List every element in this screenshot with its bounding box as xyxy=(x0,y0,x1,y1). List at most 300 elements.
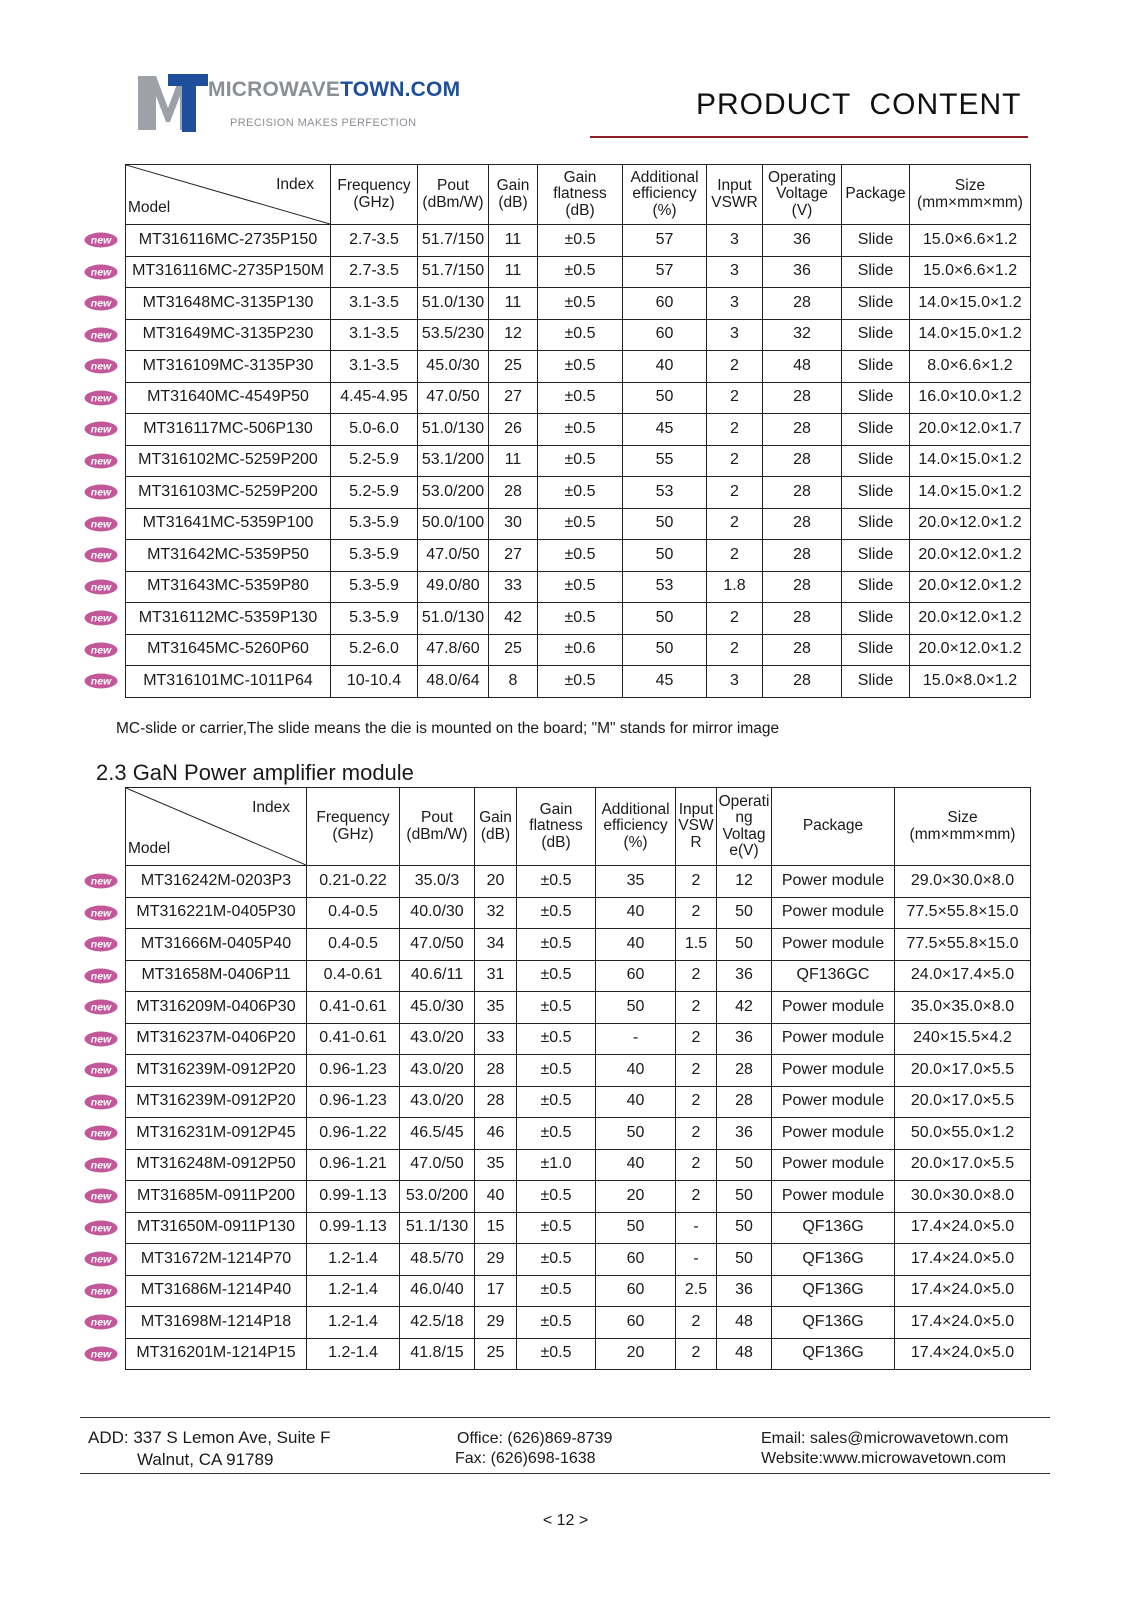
value-cell: 53.0/200 xyxy=(400,1181,475,1213)
model-cell: MT316101MC-1011P64 xyxy=(126,666,331,698)
logo-wordmark xyxy=(208,78,460,102)
value-cell: 15 xyxy=(475,1212,517,1244)
value-cell: 57 xyxy=(623,256,707,288)
value-cell: 50 xyxy=(623,603,707,635)
value-cell: 2 xyxy=(676,960,717,992)
value-cell: 14.0×15.0×1.2 xyxy=(910,445,1031,477)
value-cell: 48 xyxy=(717,1338,772,1370)
value-cell: 20 xyxy=(596,1181,676,1213)
new-badge-icon xyxy=(84,1283,118,1299)
table-row xyxy=(126,445,1031,477)
table-row xyxy=(126,225,1031,257)
value-cell: 17.4×24.0×5.0 xyxy=(895,1244,1031,1276)
value-cell: 40 xyxy=(596,1086,676,1118)
new-badge-icon xyxy=(84,968,118,984)
section-heading: 2.3 GaN Power amplifier module xyxy=(96,760,414,785)
value-cell: 5.2-5.9 xyxy=(331,445,418,477)
new-badge-icon xyxy=(84,453,118,469)
svg-text:new: new xyxy=(90,1190,112,1203)
value-cell: ±0.5 xyxy=(517,960,596,992)
value-cell: 28 xyxy=(763,571,842,603)
value-cell: 50 xyxy=(623,540,707,572)
value-cell: 2 xyxy=(676,1055,717,1087)
value-cell: Power module xyxy=(772,1118,895,1150)
model-cell: MT316231M-0912P45 xyxy=(126,1118,307,1150)
value-cell: 3 xyxy=(707,288,763,320)
value-cell: 20.0×12.0×1.7 xyxy=(910,414,1031,446)
value-cell: 45 xyxy=(623,414,707,446)
value-cell: 2 xyxy=(707,477,763,509)
value-cell: 3 xyxy=(707,319,763,351)
footer-fax: Fax: (626)698-1638 xyxy=(455,1450,596,1467)
value-cell: 2 xyxy=(676,1307,717,1339)
model-cell: MT31648MC-3135P130 xyxy=(126,288,331,320)
value-cell: 35 xyxy=(475,992,517,1024)
value-cell: 31 xyxy=(475,960,517,992)
value-cell: 41.8/15 xyxy=(400,1338,475,1370)
value-cell: 2 xyxy=(676,1181,717,1213)
value-cell: 50.0/100 xyxy=(418,508,489,540)
table2-header-row xyxy=(126,788,1031,866)
value-cell: 47.0/50 xyxy=(418,540,489,572)
value-cell: ±0.5 xyxy=(538,477,623,509)
value-cell: ±0.5 xyxy=(517,929,596,961)
table1-corner-header xyxy=(126,165,331,225)
value-cell: 50 xyxy=(623,508,707,540)
value-cell: 40 xyxy=(596,929,676,961)
new-badge-icon xyxy=(84,547,118,563)
value-cell: 11 xyxy=(489,445,538,477)
value-cell: 4.45-4.95 xyxy=(331,382,418,414)
value-cell: 53.1/200 xyxy=(418,445,489,477)
value-cell: 1.2-1.4 xyxy=(307,1307,400,1339)
value-cell: 28 xyxy=(717,1055,772,1087)
gan-die-spec-table xyxy=(125,164,1031,698)
value-cell: 40 xyxy=(623,351,707,383)
value-cell: 45 xyxy=(623,666,707,698)
value-cell: QF136GC xyxy=(772,960,895,992)
value-cell: ±0.5 xyxy=(538,666,623,698)
value-cell: 1.5 xyxy=(676,929,717,961)
value-cell: 32 xyxy=(763,319,842,351)
value-cell: 50 xyxy=(717,1149,772,1181)
value-cell: 17.4×24.0×5.0 xyxy=(895,1307,1031,1339)
table-row xyxy=(126,1055,1031,1087)
value-cell: 1.2-1.4 xyxy=(307,1338,400,1370)
value-cell: 5.2-5.9 xyxy=(331,477,418,509)
value-cell: 48 xyxy=(717,1307,772,1339)
value-cell: ±0.5 xyxy=(517,1275,596,1307)
value-cell: 17.4×24.0×5.0 xyxy=(895,1212,1031,1244)
table-row xyxy=(126,351,1031,383)
value-cell: 12 xyxy=(489,319,538,351)
model-cell: MT31649MC-3135P230 xyxy=(126,319,331,351)
value-cell: 12 xyxy=(717,866,772,898)
svg-text:new: new xyxy=(90,1127,112,1140)
value-cell: 2 xyxy=(676,1118,717,1150)
table-row xyxy=(126,1086,1031,1118)
column-header-package: Package xyxy=(842,165,910,225)
table-row xyxy=(126,1023,1031,1055)
value-cell: ±0.5 xyxy=(538,445,623,477)
value-cell: - xyxy=(676,1244,717,1276)
value-cell: 2 xyxy=(707,634,763,666)
table-row xyxy=(126,540,1031,572)
value-cell: 50.0×55.0×1.2 xyxy=(895,1118,1031,1150)
value-cell: ±0.5 xyxy=(538,319,623,351)
value-cell: 36 xyxy=(763,256,842,288)
model-cell: MT316237M-0406P20 xyxy=(126,1023,307,1055)
footer-office-phone: Office: (626)869-8739 xyxy=(457,1430,613,1447)
column-header-operati: Operati ng Voltag e(V) xyxy=(717,788,772,866)
value-cell: 0.96-1.23 xyxy=(307,1086,400,1118)
value-cell: Slide xyxy=(842,634,910,666)
value-cell: 2 xyxy=(707,540,763,572)
column-header-pout: Pout (dBm/W) xyxy=(400,788,475,866)
value-cell: 29.0×30.0×8.0 xyxy=(895,866,1031,898)
value-cell: 11 xyxy=(489,288,538,320)
value-cell: 30 xyxy=(489,508,538,540)
value-cell: 24.0×17.4×5.0 xyxy=(895,960,1031,992)
model-cell: MT316102MC-5259P200 xyxy=(126,445,331,477)
value-cell: 10-10.4 xyxy=(331,666,418,698)
column-header-gain: Gain flatness (dB) xyxy=(538,165,623,225)
value-cell: 51.0/130 xyxy=(418,288,489,320)
value-cell: 26 xyxy=(489,414,538,446)
value-cell: 60 xyxy=(623,288,707,320)
svg-text:new: new xyxy=(90,612,112,625)
value-cell: ±0.5 xyxy=(517,1086,596,1118)
value-cell: Slide xyxy=(842,414,910,446)
model-cell: MT316116MC-2735P150 xyxy=(126,225,331,257)
value-cell: 20.0×12.0×1.2 xyxy=(910,571,1031,603)
table2-corner-header xyxy=(126,788,307,866)
value-cell: 28 xyxy=(489,477,538,509)
value-cell: 20.0×17.0×5.5 xyxy=(895,1149,1031,1181)
value-cell: 50 xyxy=(596,992,676,1024)
value-cell: 0.99-1.13 xyxy=(307,1181,400,1213)
value-cell: 40 xyxy=(596,1149,676,1181)
table-row xyxy=(126,992,1031,1024)
new-badge-icon xyxy=(84,610,118,626)
table-row xyxy=(126,634,1031,666)
column-header-additional: Additional efficiency (%) xyxy=(596,788,676,866)
footer-website: Website:www.microwavetown.com xyxy=(761,1450,1007,1467)
value-cell: 5.3-5.9 xyxy=(331,540,418,572)
value-cell: Power module xyxy=(772,1055,895,1087)
value-cell: 2 xyxy=(707,445,763,477)
page-title: PRODUCT CONTENT xyxy=(696,88,1022,121)
value-cell: 5.2-6.0 xyxy=(331,634,418,666)
value-cell: 51.1/130 xyxy=(400,1212,475,1244)
value-cell: 2.7-3.5 xyxy=(331,225,418,257)
column-header-package: Package xyxy=(772,788,895,866)
value-cell: Slide xyxy=(842,225,910,257)
value-cell: 47.0/50 xyxy=(400,1149,475,1181)
value-cell: 50 xyxy=(596,1212,676,1244)
value-cell: 28 xyxy=(763,603,842,635)
svg-text:new: new xyxy=(90,907,112,920)
value-cell: 2 xyxy=(676,1149,717,1181)
value-cell: 40.6/11 xyxy=(400,960,475,992)
value-cell: 3.1-3.5 xyxy=(331,351,418,383)
svg-text:new: new xyxy=(90,1159,112,1172)
table-row xyxy=(126,319,1031,351)
value-cell: ±0.5 xyxy=(538,351,623,383)
value-cell: 11 xyxy=(489,256,538,288)
column-header-frequency: Frequency (GHz) xyxy=(307,788,400,866)
value-cell: ±0.5 xyxy=(538,508,623,540)
value-cell: ±0.5 xyxy=(538,414,623,446)
column-header-input: Input VSWR xyxy=(707,165,763,225)
value-cell: ±0.5 xyxy=(517,992,596,1024)
model-cell: MT31658M-0406P11 xyxy=(126,960,307,992)
value-cell: 1.8 xyxy=(707,571,763,603)
value-cell: ±0.5 xyxy=(517,866,596,898)
value-cell: 14.0×15.0×1.2 xyxy=(910,477,1031,509)
value-cell: 50 xyxy=(596,1118,676,1150)
table-row xyxy=(126,477,1031,509)
value-cell: 3.1-3.5 xyxy=(331,319,418,351)
value-cell: 20.0×17.0×5.5 xyxy=(895,1086,1031,1118)
model-cell: MT316239M-0912P20 xyxy=(126,1086,307,1118)
value-cell: 51.7/150 xyxy=(418,256,489,288)
value-cell: ±0.6 xyxy=(538,634,623,666)
value-cell: Slide xyxy=(842,288,910,320)
new-badge-icon xyxy=(84,1346,118,1362)
value-cell: 45.0/30 xyxy=(400,992,475,1024)
model-cell: MT31645MC-5260P60 xyxy=(126,634,331,666)
value-cell: 30.0×30.0×8.0 xyxy=(895,1181,1031,1213)
new-badge-icon xyxy=(84,873,118,889)
value-cell: 2 xyxy=(676,866,717,898)
table-row xyxy=(126,1244,1031,1276)
value-cell: 77.5×55.8×15.0 xyxy=(895,897,1031,929)
value-cell: 29 xyxy=(475,1244,517,1276)
new-badge-icon xyxy=(84,642,118,658)
value-cell: 14.0×15.0×1.2 xyxy=(910,319,1031,351)
value-cell: Power module xyxy=(772,1181,895,1213)
table-row xyxy=(126,1149,1031,1181)
value-cell: Power module xyxy=(772,1086,895,1118)
model-cell: MT316103MC-5259P200 xyxy=(126,477,331,509)
column-header-operating: Operating Voltage (V) xyxy=(763,165,842,225)
table-row xyxy=(126,897,1031,929)
model-cell: MT31641MC-5359P100 xyxy=(126,508,331,540)
svg-text:new: new xyxy=(90,1253,112,1266)
svg-text:new: new xyxy=(90,1222,112,1235)
value-cell: 2 xyxy=(707,508,763,540)
value-cell: 47.0/50 xyxy=(400,929,475,961)
new-badge-icon xyxy=(84,327,118,343)
new-badge-icon xyxy=(84,1125,118,1141)
model-cell: MT316109MC-3135P30 xyxy=(126,351,331,383)
value-cell: 48.0/64 xyxy=(418,666,489,698)
new-badge-icon xyxy=(84,232,118,248)
svg-text:new: new xyxy=(90,1096,112,1109)
new-badge-icon xyxy=(84,936,118,952)
new-badge-icon xyxy=(84,1314,118,1330)
column-header-pout: Pout (dBm/W) xyxy=(418,165,489,225)
svg-text:new: new xyxy=(90,644,112,657)
column-header-size: Size (mm×mm×mm) xyxy=(910,165,1031,225)
value-cell: 8 xyxy=(489,666,538,698)
value-cell: 57 xyxy=(623,225,707,257)
value-cell: Slide xyxy=(842,256,910,288)
new-badge-icon xyxy=(84,264,118,280)
value-cell: - xyxy=(676,1212,717,1244)
corner-model-label: Model xyxy=(128,839,171,857)
new-badge-icon xyxy=(84,999,118,1015)
value-cell: 50 xyxy=(623,634,707,666)
value-cell: 27 xyxy=(489,540,538,572)
logo-tagline: PRECISION MAKES PERFECTION xyxy=(230,117,417,129)
value-cell: 0.4-0.5 xyxy=(307,929,400,961)
value-cell: 16.0×10.0×1.2 xyxy=(910,382,1031,414)
value-cell: ±0.5 xyxy=(538,540,623,572)
value-cell: Power module xyxy=(772,897,895,929)
value-cell: 20.0×12.0×1.2 xyxy=(910,508,1031,540)
svg-text:new: new xyxy=(90,392,112,405)
value-cell: 2.5 xyxy=(676,1275,717,1307)
value-cell: 40 xyxy=(596,1055,676,1087)
value-cell: 28 xyxy=(717,1086,772,1118)
value-cell: 32 xyxy=(475,897,517,929)
footer-top-rule xyxy=(80,1417,1050,1418)
value-cell: - xyxy=(596,1023,676,1055)
value-cell: 11 xyxy=(489,225,538,257)
value-cell: 50 xyxy=(717,1212,772,1244)
model-cell: MT31650M-0911P130 xyxy=(126,1212,307,1244)
svg-text:new: new xyxy=(90,360,112,373)
svg-text:new: new xyxy=(90,1001,112,1014)
value-cell: 20.0×12.0×1.2 xyxy=(910,603,1031,635)
value-cell: 45.0/30 xyxy=(418,351,489,383)
value-cell: 36 xyxy=(717,960,772,992)
value-cell: Power module xyxy=(772,866,895,898)
value-cell: Slide xyxy=(842,666,910,698)
svg-text:new: new xyxy=(90,1033,112,1046)
footer-address-line2: Walnut, CA 91789 xyxy=(137,1450,274,1469)
value-cell: 5.0-6.0 xyxy=(331,414,418,446)
value-cell: 3 xyxy=(707,256,763,288)
svg-text:new: new xyxy=(90,675,112,688)
value-cell: 2 xyxy=(676,1338,717,1370)
value-cell: 28 xyxy=(763,508,842,540)
value-cell: 46.5/45 xyxy=(400,1118,475,1150)
column-header-gain: Gain (dB) xyxy=(475,788,517,866)
value-cell: 47.0/50 xyxy=(418,382,489,414)
table-row xyxy=(126,1118,1031,1150)
value-cell: Slide xyxy=(842,382,910,414)
value-cell: 29 xyxy=(475,1307,517,1339)
new-badge-icon xyxy=(84,295,118,311)
table-row xyxy=(126,571,1031,603)
value-cell: 36 xyxy=(717,1118,772,1150)
new-badge-icon xyxy=(84,1062,118,1078)
svg-text:new: new xyxy=(90,329,112,342)
value-cell: 2 xyxy=(676,1023,717,1055)
value-cell: 28 xyxy=(475,1055,517,1087)
value-cell: Slide xyxy=(842,571,910,603)
column-header-gain: Gain (dB) xyxy=(489,165,538,225)
value-cell: 46 xyxy=(475,1118,517,1150)
svg-text:new: new xyxy=(90,1348,112,1361)
value-cell: 60 xyxy=(596,960,676,992)
value-cell: 42.5/18 xyxy=(400,1307,475,1339)
model-cell: MT316209M-0406P30 xyxy=(126,992,307,1024)
value-cell: QF136G xyxy=(772,1338,895,1370)
svg-text:new: new xyxy=(90,581,112,594)
value-cell: 60 xyxy=(596,1307,676,1339)
value-cell: 36 xyxy=(717,1023,772,1055)
value-cell: 15.0×8.0×1.2 xyxy=(910,666,1031,698)
value-cell: ±0.5 xyxy=(517,1212,596,1244)
title-underline xyxy=(590,136,1028,138)
value-cell: 53.0/200 xyxy=(418,477,489,509)
table-row xyxy=(126,256,1031,288)
value-cell: 28 xyxy=(763,288,842,320)
model-cell: MT31642MC-5359P50 xyxy=(126,540,331,572)
footer-email: Email: sales@microwavetown.com xyxy=(761,1430,1009,1447)
value-cell: 20 xyxy=(475,866,517,898)
value-cell: 20.0×12.0×1.2 xyxy=(910,634,1031,666)
value-cell: 28 xyxy=(763,540,842,572)
new-badge-icon xyxy=(84,1094,118,1110)
value-cell: 2 xyxy=(676,992,717,1024)
table1-header-row xyxy=(126,165,1031,225)
value-cell: ±0.5 xyxy=(538,288,623,320)
value-cell: 47.8/60 xyxy=(418,634,489,666)
value-cell: 60 xyxy=(596,1275,676,1307)
model-cell: MT316116MC-2735P150M xyxy=(126,256,331,288)
model-cell: MT316117MC-506P130 xyxy=(126,414,331,446)
value-cell: 15.0×6.6×1.2 xyxy=(910,256,1031,288)
table-row xyxy=(126,382,1031,414)
value-cell: ±0.5 xyxy=(517,1307,596,1339)
value-cell: ±0.5 xyxy=(517,1023,596,1055)
value-cell: 0.41-0.61 xyxy=(307,992,400,1024)
value-cell: 48.5/70 xyxy=(400,1244,475,1276)
value-cell: Power module xyxy=(772,1149,895,1181)
value-cell: 2 xyxy=(676,897,717,929)
svg-text:new: new xyxy=(90,423,112,436)
column-header-size: Size (mm×mm×mm) xyxy=(895,788,1031,866)
value-cell: 50 xyxy=(717,897,772,929)
corner-model-label: Model xyxy=(128,198,171,216)
value-cell: 40 xyxy=(475,1181,517,1213)
value-cell: Slide xyxy=(842,445,910,477)
value-cell: 2 xyxy=(676,1086,717,1118)
model-cell: MT316201M-1214P15 xyxy=(126,1338,307,1370)
value-cell: 49.0/80 xyxy=(418,571,489,603)
value-cell: 28 xyxy=(763,634,842,666)
model-cell: MT31685M-0911P200 xyxy=(126,1181,307,1213)
company-logo xyxy=(138,72,461,142)
value-cell: 60 xyxy=(623,319,707,351)
table-row xyxy=(126,1181,1031,1213)
value-cell: 48 xyxy=(763,351,842,383)
table-row xyxy=(126,1338,1031,1370)
value-cell: 5.3-5.9 xyxy=(331,603,418,635)
table-row xyxy=(126,929,1031,961)
value-cell: 20.0×17.0×5.5 xyxy=(895,1055,1031,1087)
corner-index-label: Index xyxy=(276,176,314,193)
value-cell: 34 xyxy=(475,929,517,961)
model-cell: MT31640MC-4549P50 xyxy=(126,382,331,414)
value-cell: ±0.5 xyxy=(517,1118,596,1150)
value-cell: 28 xyxy=(763,382,842,414)
